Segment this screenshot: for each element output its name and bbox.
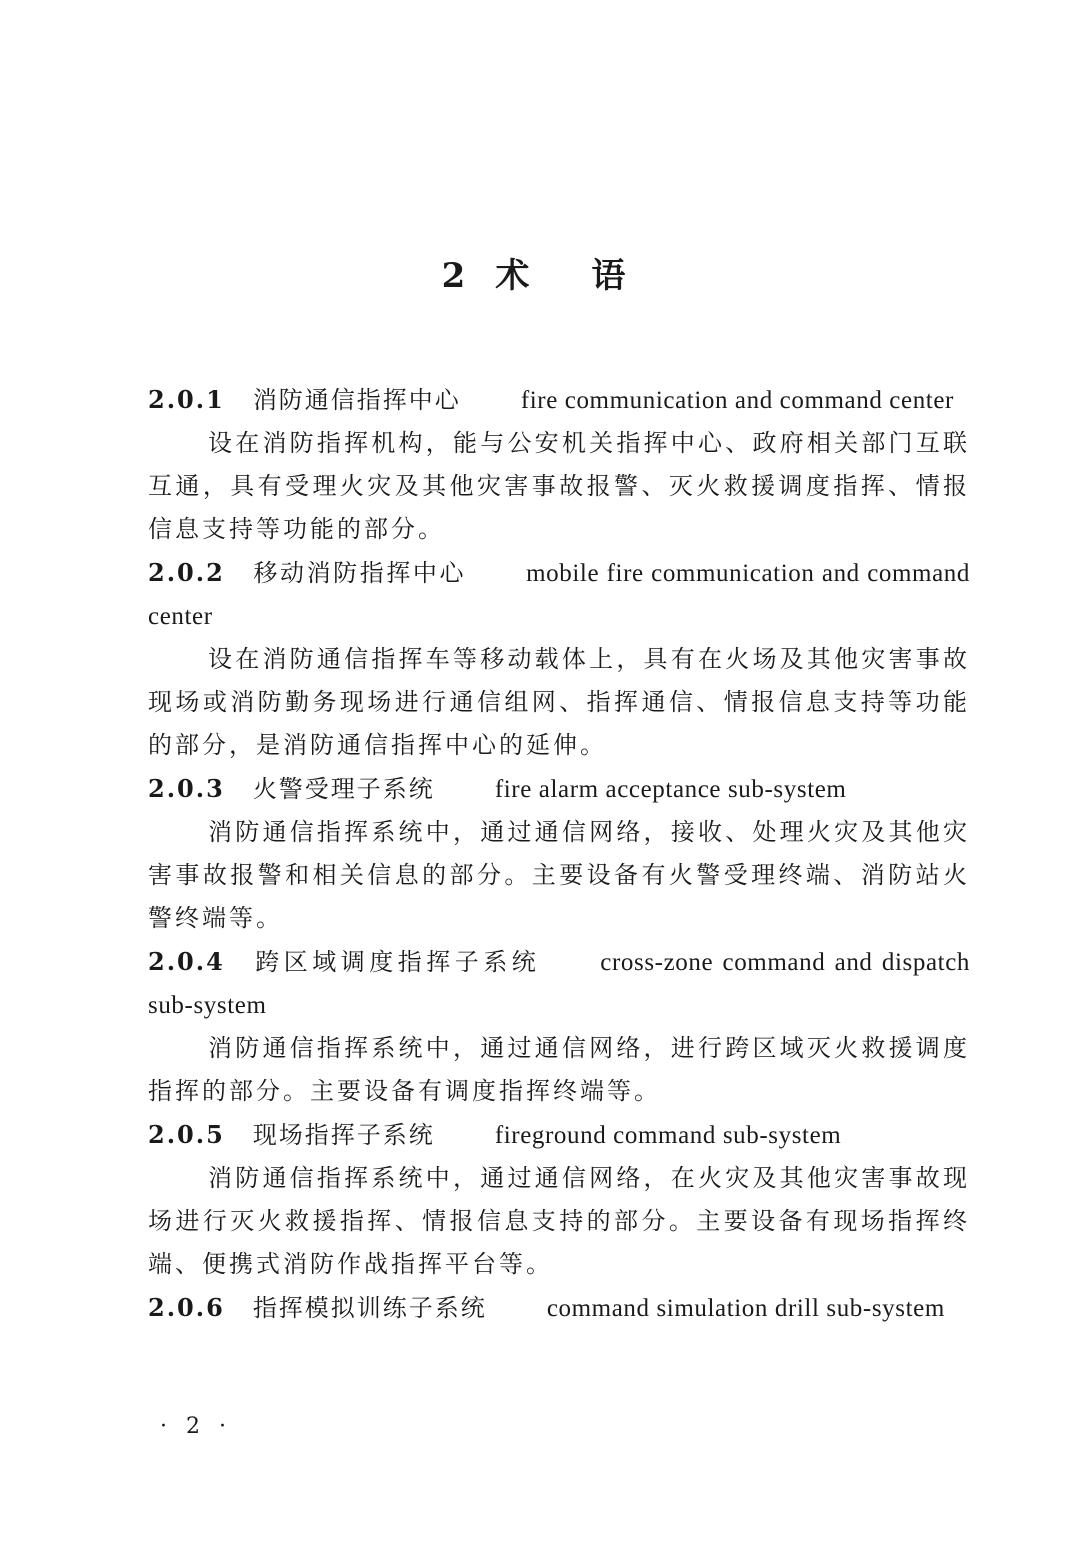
- term-heading: [148, 1113, 970, 1157]
- term-number: 2.0.1: [148, 385, 225, 414]
- term-entry: [148, 940, 970, 1113]
- term-heading: [148, 551, 970, 638]
- term-entry: [148, 1113, 970, 1286]
- term-entry: [148, 378, 970, 551]
- term-definition: 设在消防指挥机构，能与公安机关指挥中心、政府相关部门互联互通，具有受理火灾及其他灾害事故报警、灭火救援调度指挥、情报信息支持等功能的部分。: [148, 429, 970, 543]
- term-english: fireground command sub-system: [494, 1122, 842, 1149]
- term-entry: [148, 1286, 970, 1330]
- term-number: 2.0.6: [148, 1293, 225, 1322]
- term-number: 2.0.4: [148, 947, 225, 976]
- term-number: 2.0.5: [148, 1120, 225, 1149]
- term-chinese: 现场指挥子系统: [252, 1121, 435, 1149]
- term-heading: [148, 940, 970, 1027]
- term-definition: 消防通信指挥系统中，通过通信网络，在火灾及其他灾害事故现场进行灭火救援指挥、情报信息支持的部分。主要设备有现场指挥终端、便携式消防作战指挥平台等。: [148, 1164, 970, 1278]
- chapter-title-char-1: 术: [495, 256, 532, 296]
- page-number: · 2 ·: [160, 1414, 232, 1439]
- term-english: mobile fire communication and command center: [148, 560, 971, 630]
- term-number: 2.0.2: [148, 558, 225, 587]
- terms-list: [148, 378, 970, 1330]
- chapter-title: [0, 248, 1069, 297]
- term-entry: [148, 767, 970, 940]
- term-entry: [148, 551, 970, 767]
- chapter-number: 2: [441, 256, 468, 296]
- term-definition: 设在消防通信指挥车等移动载体上，具有在火场及其他灾害事故现场或消防勤务现场进行通信组网、指挥通信、情报信息支持等功能的部分，是消防通信指挥中心的延伸。: [148, 645, 970, 759]
- term-heading: [148, 1286, 970, 1330]
- term-number: 2.0.3: [148, 774, 225, 803]
- term-english: command simulation drill sub-system: [546, 1295, 945, 1322]
- term-english: cross-zone command and dispatch sub-system: [148, 949, 970, 1019]
- chapter-title-char-2: 语: [591, 256, 628, 296]
- term-chinese: 火警受理子系统: [252, 775, 435, 803]
- term-heading: [148, 767, 970, 811]
- term-chinese: 跨区域调度指挥子系统: [252, 948, 541, 976]
- term-chinese: 指挥模拟训练子系统: [252, 1294, 487, 1322]
- term-chinese: 消防通信指挥中心: [252, 386, 461, 414]
- term-english: fire alarm acceptance sub-system: [494, 776, 847, 803]
- term-definition: 消防通信指挥系统中，通过通信网络，接收、处理火灾及其他灾害事故报警和相关信息的部分。主要设备有火警受理终端、消防站火警终端等。: [148, 818, 970, 932]
- term-definition: 消防通信指挥系统中，通过通信网络，进行跨区域灭火救援调度指挥的部分。主要设备有调度指挥终端等。: [148, 1034, 970, 1105]
- term-english: fire communication and command center: [520, 387, 954, 414]
- term-heading: [148, 378, 970, 422]
- term-chinese: 移动消防指挥中心: [252, 559, 467, 587]
